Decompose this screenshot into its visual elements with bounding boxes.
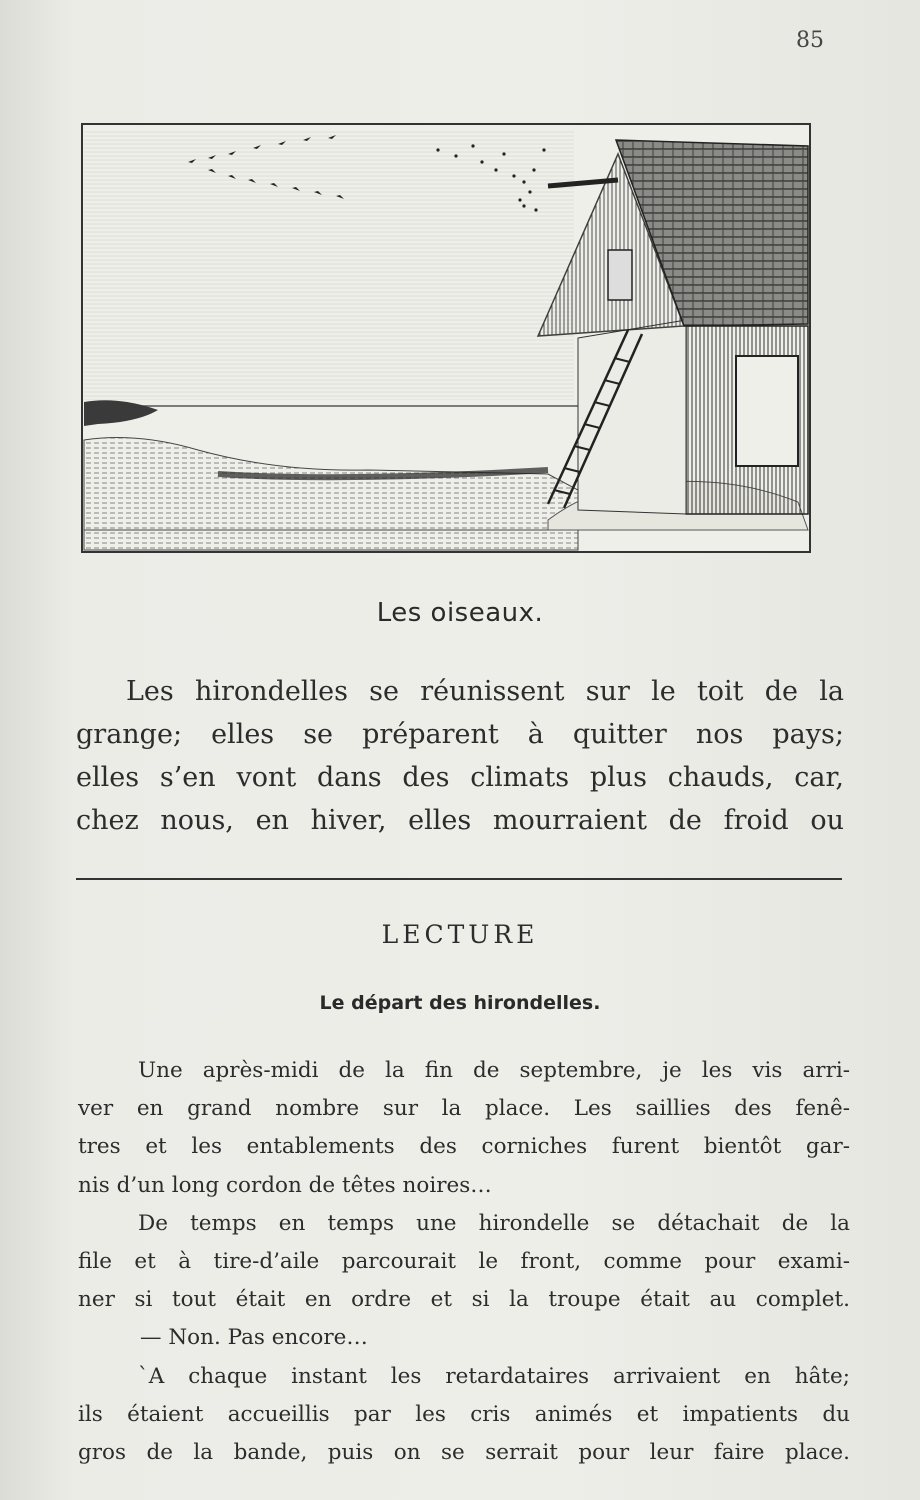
intro-paragraph	[76, 670, 844, 842]
reading-line: Une après-midi de la fin de septembre, je les vis arri-	[138, 1058, 850, 1083]
intro-line: chez nous, en hiver, elles mourraient de froid ou	[76, 805, 844, 836]
reading-line: tres et les entablements des corniches furent bientôt gar-	[78, 1134, 850, 1160]
reading-line: ils étaient accueillis par les cris animés et impatients du	[78, 1401, 850, 1427]
barn-and-birds-engraving	[78, 110, 818, 555]
chapter-title: Les oiseaux.	[376, 598, 544, 628]
reading-line: ner si tout était en ordre et si la troupe était au complet.	[78, 1287, 850, 1313]
reading-line: `A chaque instant les retardataires arrivaient en hâte;	[138, 1363, 850, 1389]
intro-line: elles s’en vont dans des climats plus chauds, car,	[76, 762, 844, 793]
reading-text	[78, 1052, 850, 1472]
reading-line: file et à tire-d’aile parcourait le front, comme pour exami-	[78, 1249, 850, 1275]
intro-line: Les hirondelles se réunissent sur le toit de la	[126, 676, 844, 707]
intro-line: grange; elles se préparent à quitter nos pays;	[76, 719, 844, 750]
reading-line: ver en grand nombre sur la place. Les saillies des fenê-	[78, 1096, 850, 1122]
reading-line: nis d’un long cordon de têtes noires…	[78, 1172, 492, 1198]
section-divider	[76, 878, 842, 880]
reading-line: — Non. Pas encore…	[140, 1325, 368, 1351]
section-heading: LECTURE	[381, 920, 539, 949]
reading-line: gros de la bande, puis on se serrait pour leur faire place.	[78, 1440, 850, 1466]
page-number: 85	[796, 28, 824, 53]
reading-line: De temps en temps une hirondelle se détachait de la	[138, 1210, 850, 1236]
reading-title: Le départ des hirondelles.	[319, 992, 601, 1014]
engraving-illustration	[78, 110, 818, 555]
